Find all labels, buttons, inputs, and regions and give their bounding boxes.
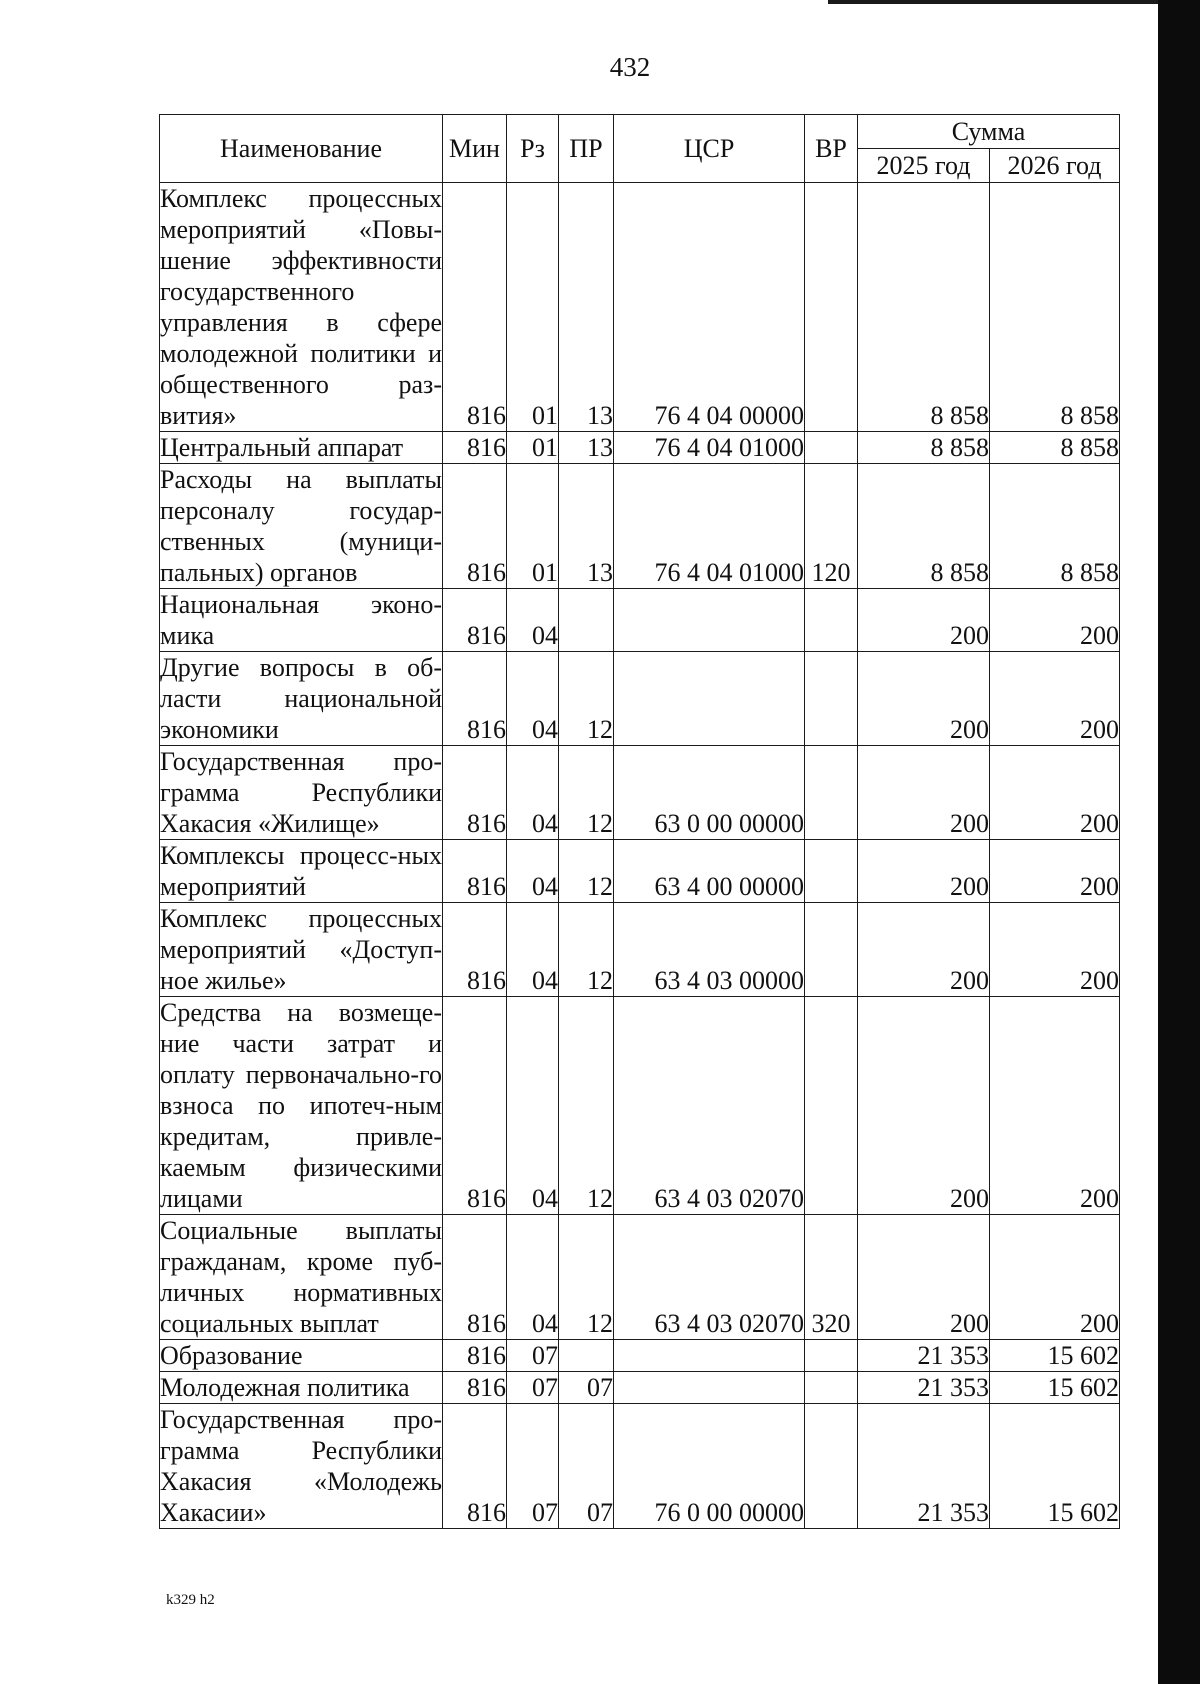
row-sum-2026-cell: 200: [990, 589, 1120, 652]
row-csr-cell: [614, 589, 805, 652]
budget-table: [159, 114, 1120, 1529]
row-vr-cell: [805, 652, 858, 746]
row-pr-cell: 13: [559, 464, 614, 589]
row-vr-cell: [805, 432, 858, 464]
row-rz-cell: 07: [507, 1340, 559, 1372]
page-number: 432: [609, 52, 651, 82]
row-pr-cell: 07: [559, 1404, 614, 1529]
row-rz-cell: 01: [507, 432, 559, 464]
row-sum-2026-cell: 8 858: [990, 464, 1120, 589]
row-vr-cell: 320: [805, 1215, 858, 1340]
header-row-top: [160, 115, 1120, 149]
row-name-cell: Комплекс процессных мероприятий «Повы-шение эффективности государственного управления в сфере молодежной политики и общественного раз-вития»: [160, 184, 442, 430]
row-sum-2025-cell: 200: [858, 997, 990, 1215]
row-rz-cell: 04: [507, 1215, 559, 1340]
row-pr-cell: 13: [559, 432, 614, 464]
row-rz-cell: 07: [507, 1404, 559, 1529]
row-pr-cell: 13: [559, 183, 614, 432]
row-sum-2025-cell: 200: [858, 589, 990, 652]
row-sum-2025-cell: 21 353: [858, 1340, 990, 1372]
row-min-cell: 816: [443, 464, 507, 589]
row-sum-2025-cell: 21 353: [858, 1404, 990, 1529]
row-rz-cell: 04: [507, 652, 559, 746]
row-vr-cell: [805, 746, 858, 840]
row-name-cell: Молодежная политика: [160, 1372, 443, 1404]
table-row: [160, 1215, 1120, 1340]
row-pr-cell: [559, 1340, 614, 1372]
table-row: [160, 1372, 1120, 1404]
budget-table-body: [160, 183, 1120, 1529]
row-min-cell: 816: [443, 997, 507, 1215]
table-row: [160, 464, 1120, 589]
col-header-2026: 2026 год: [990, 149, 1120, 183]
row-name-cell: Другие вопросы в об-ласти национальной экономики: [160, 653, 442, 744]
row-sum-2026-cell: 15 602: [990, 1404, 1120, 1529]
row-csr-cell: 63 4 03 00000: [614, 903, 805, 997]
col-header-sum: Сумма: [858, 115, 1120, 149]
table-row: [160, 903, 1120, 997]
row-vr-cell: [805, 903, 858, 997]
row-pr-cell: 12: [559, 1215, 614, 1340]
row-min-cell: 816: [443, 1404, 507, 1529]
row-sum-2025-cell: 200: [858, 652, 990, 746]
row-sum-2025-cell: 200: [858, 903, 990, 997]
table-row: [160, 589, 1120, 652]
row-rz-cell: 04: [507, 903, 559, 997]
row-csr-cell: [614, 1372, 805, 1404]
row-csr-cell: 63 4 03 02070: [614, 997, 805, 1215]
row-vr-cell: [805, 589, 858, 652]
row-csr-cell: 76 0 00 00000: [614, 1404, 805, 1529]
row-name-cell: Комплекс процессных мероприятий «Доступ-ное жилье»: [160, 904, 442, 995]
row-vr-cell: [805, 997, 858, 1215]
table-row: [160, 1404, 1120, 1529]
row-sum-2025-cell: 8 858: [858, 464, 990, 589]
row-name-cell: Государственная про-грамма Республики Хакасия «Жилище»: [160, 747, 442, 838]
col-header-name: Наименование: [160, 115, 443, 183]
row-pr-cell: 07: [559, 1372, 614, 1404]
table-row: [160, 1340, 1120, 1372]
row-pr-cell: 12: [559, 840, 614, 903]
row-min-cell: 816: [443, 903, 507, 997]
row-sum-2026-cell: 8 858: [990, 432, 1120, 464]
row-sum-2026-cell: 8 858: [990, 183, 1120, 432]
row-sum-2026-cell: 200: [990, 652, 1120, 746]
row-rz-cell: 04: [507, 746, 559, 840]
row-min-cell: 816: [443, 183, 507, 432]
row-name-cell: Расходы на выплаты персоналу государ-ственных (муници-пальных) органов: [160, 465, 442, 587]
row-pr-cell: 12: [559, 903, 614, 997]
row-vr-cell: 120: [805, 464, 858, 589]
row-name-cell: Комплексы процесс-ных мероприятий: [160, 841, 442, 901]
footer-code: k329 h2: [166, 1592, 215, 1608]
row-pr-cell: 12: [559, 652, 614, 746]
row-name-cell: Образование: [160, 1340, 443, 1372]
col-header-vr: ВР: [805, 115, 858, 183]
row-name-cell: Средства на возмеще-ние части затрат и оплату первоначально-го взноса по ипотеч-ным кредитам, привле-каемым физическими лицами: [160, 998, 442, 1213]
row-rz-cell: 04: [507, 589, 559, 652]
row-pr-cell: [559, 589, 614, 652]
row-vr-cell: [805, 840, 858, 903]
col-header-csr: ЦСР: [614, 115, 805, 183]
row-sum-2025-cell: 200: [858, 746, 990, 840]
row-sum-2026-cell: 200: [990, 997, 1120, 1215]
row-vr-cell: [805, 1340, 858, 1372]
row-min-cell: 816: [443, 652, 507, 746]
row-sum-2025-cell: 8 858: [858, 432, 990, 464]
table-row: [160, 746, 1120, 840]
row-rz-cell: 01: [507, 183, 559, 432]
table-row: [160, 840, 1120, 903]
row-min-cell: 816: [443, 840, 507, 903]
row-csr-cell: 76 4 04 01000: [614, 432, 805, 464]
table-row: [160, 432, 1120, 464]
table-row: [160, 652, 1120, 746]
row-min-cell: 816: [443, 1372, 507, 1404]
row-sum-2025-cell: 200: [858, 840, 990, 903]
row-name-cell: Национальная эконо-мика: [160, 590, 442, 650]
row-csr-cell: 76 4 04 01000: [614, 464, 805, 589]
row-min-cell: 816: [443, 746, 507, 840]
row-sum-2026-cell: 200: [990, 1215, 1120, 1340]
scan-edge-line: [828, 0, 1158, 4]
col-header-pr: ПР: [559, 115, 614, 183]
row-rz-cell: 07: [507, 1372, 559, 1404]
row-sum-2025-cell: 200: [858, 1215, 990, 1340]
scan-edge-shadow: [1158, 0, 1200, 1684]
row-sum-2026-cell: 200: [990, 903, 1120, 997]
table-row: [160, 183, 1120, 432]
row-sum-2025-cell: 8 858: [858, 183, 990, 432]
row-vr-cell: [805, 183, 858, 432]
row-min-cell: 816: [443, 432, 507, 464]
row-rz-cell: 04: [507, 840, 559, 903]
row-sum-2025-cell: 21 353: [858, 1372, 990, 1404]
row-csr-cell: 63 4 03 02070: [614, 1215, 805, 1340]
row-min-cell: 816: [443, 1215, 507, 1340]
row-name-cell: Центральный аппарат: [160, 432, 443, 464]
row-vr-cell: [805, 1404, 858, 1529]
row-rz-cell: 01: [507, 464, 559, 589]
row-csr-cell: 76 4 04 00000: [614, 183, 805, 432]
col-header-min: Мин: [443, 115, 507, 183]
row-pr-cell: 12: [559, 746, 614, 840]
row-min-cell: 816: [443, 589, 507, 652]
col-header-2025: 2025 год: [858, 149, 990, 183]
row-sum-2026-cell: 15 602: [990, 1372, 1120, 1404]
row-min-cell: 816: [443, 1340, 507, 1372]
row-name-cell: Государственная про-грамма Республики Хакасия «Молодежь Хакасии»: [160, 1405, 442, 1527]
row-sum-2026-cell: 200: [990, 746, 1120, 840]
row-pr-cell: 12: [559, 997, 614, 1215]
row-csr-cell: [614, 1340, 805, 1372]
row-csr-cell: 63 0 00 00000: [614, 746, 805, 840]
row-sum-2026-cell: 15 602: [990, 1340, 1120, 1372]
row-rz-cell: 04: [507, 997, 559, 1215]
row-name-cell: Социальные выплаты гражданам, кроме пуб-личных нормативных социальных выплат: [160, 1216, 442, 1338]
row-csr-cell: [614, 652, 805, 746]
col-header-rz: Рз: [507, 115, 559, 183]
row-csr-cell: 63 4 00 00000: [614, 840, 805, 903]
table-row: [160, 997, 1120, 1215]
row-vr-cell: [805, 1372, 858, 1404]
row-sum-2026-cell: 200: [990, 840, 1120, 903]
